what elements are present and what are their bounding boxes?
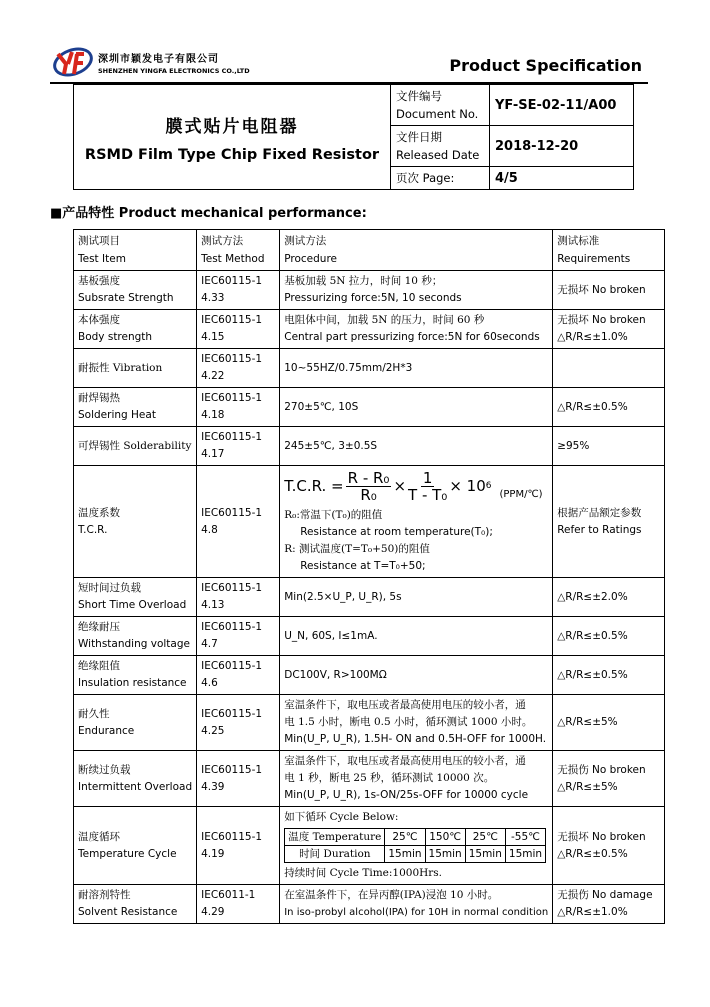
- procedure: DC100V, R>100MΩ: [280, 656, 553, 695]
- procedure: U_N, 60S, I≤1mA.: [280, 617, 553, 656]
- test-method: IEC60115-1 4.22: [197, 349, 280, 388]
- requirement: [553, 349, 665, 388]
- procedure: 室温条件下，取电压或者最高使用电压的较小者，通 电 1.5 小时，断电 0.5 小时，循环测试 1000 小时。 Min(U_P, U_R), 1.5H- ON and 0.5H-OFF for 1000H.: [280, 695, 553, 751]
- procedure: T.C.R. = $\frac{\text{R - R₀}}{\text{R₀}}$ × $\frac{1}{\text{T - T₀}}$ × 10 6 (PPM/℃) R₀:常温下(T₀)的阻值 Resistance at room temperature(T₀); R: 测试温度(T=T₀+50)的阻值 Resistance at T=T₀+50;: [280, 466, 553, 578]
- table-row: [74, 885, 665, 924]
- document-title: [74, 85, 391, 190]
- test-method: IEC60115-1 4.6: [197, 656, 280, 695]
- test-item: 耐振性 Vibration: [74, 349, 197, 388]
- test-item: 基板强度 Subsrate Strength: [74, 271, 197, 310]
- procedure: 如下循环 Cycle Below: 温度 Temperature 25℃ 150℃ 25℃ -55℃ 时间 Duration 15min 15min 15min 15min 持续时间 Cycle Time:1000Hrs.: [280, 807, 553, 885]
- title-cn: 膜式贴片电阻器: [165, 116, 299, 137]
- requirement: △R/R≤±0.5%: [553, 617, 665, 656]
- tcr-formula: T.C.R. = $\frac{\text{R - R₀}}{\text{R₀}}$ × $\frac{1}{\text{T - T₀}}$ × 10 6 (PPM/℃): [284, 469, 543, 504]
- requirement: △R/R≤±2.0%: [553, 578, 665, 617]
- test-item: 耐溶剂特性 Solvent Resistance: [74, 885, 197, 924]
- header-test-item: 测试项目 Test Item: [74, 230, 197, 271]
- test-item: 可焊锡性 Solderability: [74, 427, 197, 466]
- test-item: 耐久性 Endurance: [74, 695, 197, 751]
- table-row: [74, 807, 665, 885]
- test-method: IEC6011-1 4.29: [197, 885, 280, 924]
- test-item: 绝缘耐压 Withstanding voltage: [74, 617, 197, 656]
- procedure: 在室温条件下，在异丙醇(IPA)浸泡 10 小时。 In iso-probyl alcohol(IPA) for 10H in normal condition: [280, 885, 553, 924]
- test-method: IEC60115-1 4.39: [197, 751, 280, 807]
- table-row: [74, 695, 665, 751]
- page-label: 页次 Page:: [391, 167, 490, 190]
- date-value: 2018-12-20: [490, 126, 634, 167]
- requirement: ≥95%: [553, 427, 665, 466]
- test-item: 短时间过负载 Short Time Overload: [74, 578, 197, 617]
- test-item: 本体强度 Body strength: [74, 310, 197, 349]
- test-item: 耐焊锡热 Soldering Heat: [74, 388, 197, 427]
- requirement: 无损伤 No broken △R/R≤±5%: [553, 751, 665, 807]
- test-method: IEC60115-1 4.33: [197, 271, 280, 310]
- test-method: IEC60115-1 4.17: [197, 427, 280, 466]
- test-item: 断续过负载 Intermittent Overload: [74, 751, 197, 807]
- table-row: [74, 310, 665, 349]
- test-method: IEC60115-1 4.19: [197, 807, 280, 885]
- test-method: IEC60115-1 4.25: [197, 695, 280, 751]
- table-row: [74, 751, 665, 807]
- table-row: [74, 656, 665, 695]
- header-procedure: 测试方法 Procedure: [280, 230, 553, 271]
- procedure: 基板加载 5N 拉力，时间 10 秒； Pressurizing force:5N, 10 seconds: [280, 271, 553, 310]
- title-en: RSMD Film Type Chip Fixed Resistor: [84, 146, 380, 163]
- test-method: IEC60115-1 4.7: [197, 617, 280, 656]
- performance-table: [73, 229, 665, 924]
- procedure: 10~55HZ/0.75mm/2H*3: [280, 349, 553, 388]
- header-test-method: 测试方法 Test Method: [197, 230, 280, 271]
- procedure: 电阻体中间，加载 5N 的压力，时间 60 秒 Central part pressurizing force:5N for 60seconds: [280, 310, 553, 349]
- table-header-row: [74, 230, 665, 271]
- test-item: 温度系数 T.C.R.: [74, 466, 197, 578]
- test-method: IEC60115-1 4.13: [197, 578, 280, 617]
- table-row: [74, 427, 665, 466]
- company-name-en: SHENZHEN YINGFA ELECTRONICS CO.,LTD: [98, 67, 250, 75]
- document-info-table: [73, 84, 634, 190]
- requirement: 无损坏 No broken △R/R≤±0.5%: [553, 807, 665, 885]
- procedure: 270±5℃, 10S: [280, 388, 553, 427]
- cycle-table: 温度 Temperature 25℃ 150℃ 25℃ -55℃ 时间 Duration 15min 15min 15min 15min: [284, 828, 546, 863]
- product-specification-title: Product Specification: [449, 56, 642, 75]
- page-value: 4/5: [490, 167, 634, 190]
- requirement: 无损伤 No damage △R/R≤±1.0%: [553, 885, 665, 924]
- test-method: IEC60115-1 4.15: [197, 310, 280, 349]
- table-row: [74, 578, 665, 617]
- requirement: 根据产品额定参数 Refer to Ratings: [553, 466, 665, 578]
- company-logo-icon: [52, 44, 94, 80]
- date-label: 文件日期 Released Date: [391, 126, 490, 167]
- requirement: △R/R≤±0.5%: [553, 656, 665, 695]
- requirement: 无损坏 No broken: [553, 271, 665, 310]
- section-title: ■产品特性 Product mechanical performance:: [50, 206, 367, 221]
- doc-no-value: YF-SE-02-11/A00: [490, 85, 634, 126]
- table-row: [74, 271, 665, 310]
- procedure: 245±5℃, 3±0.5S: [280, 427, 553, 466]
- test-method: IEC60115-1 4.8: [197, 466, 280, 578]
- header-requirements: 测试标准 Requirements: [553, 230, 665, 271]
- test-item: 绝缘阻值 Insulation resistance: [74, 656, 197, 695]
- table-row: [74, 617, 665, 656]
- test-item: 温度循环 Temperature Cycle: [74, 807, 197, 885]
- test-method: IEC60115-1 4.18: [197, 388, 280, 427]
- table-row: [74, 388, 665, 427]
- table-row: [74, 349, 665, 388]
- procedure: Min(2.5×U_P, U_R), 5s: [280, 578, 553, 617]
- requirement: △R/R≤±0.5%: [553, 388, 665, 427]
- doc-no-label: 文件编号 Document No.: [391, 85, 490, 126]
- procedure: 室温条件下，取电压或者最高使用电压的较小者，通 电 1 秒，断电 25 秒，循环测试 10000 次。 Min(U_P, U_R), 1s-ON/25s-OFF for 10000 cycle: [280, 751, 553, 807]
- requirement: 无损坏 No broken △R/R≤±1.0%: [553, 310, 665, 349]
- company-name-cn: 深圳市颖发电子有限公司: [98, 54, 219, 65]
- table-row: [74, 466, 665, 578]
- requirement: △R/R≤±5%: [553, 695, 665, 751]
